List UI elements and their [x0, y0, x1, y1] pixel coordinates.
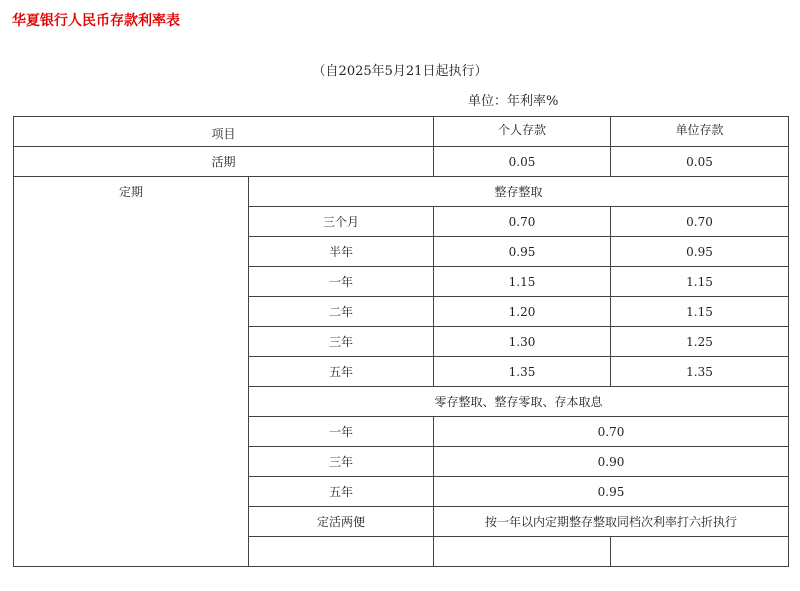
unit-label: 单位：年利率%	[468, 94, 559, 109]
term-cell: 三年	[249, 447, 434, 477]
lump-sum-header-row	[14, 177, 789, 207]
corporate-rate-cell: 0.95	[611, 237, 789, 267]
lump-sum-label: 整存整取	[249, 177, 789, 207]
corporate-rate-cell: 1.25	[611, 327, 789, 357]
fixed-label: 定期	[14, 177, 249, 567]
effective-date: （自2025年5月21日起执行）	[312, 64, 488, 79]
interest-rate-table	[13, 116, 789, 567]
corporate-rate-cell: 1.15	[611, 297, 789, 327]
corporate-rate-cell: 0.70	[611, 207, 789, 237]
rate-cell: 0.95	[434, 477, 789, 507]
term-cell: 三个月	[249, 207, 434, 237]
flexible-label: 定活两便	[249, 507, 434, 537]
personal-rate-cell: 0.70	[434, 207, 611, 237]
personal-rate-cell: 1.30	[434, 327, 611, 357]
personal-rate-cell: 1.15	[434, 267, 611, 297]
term-cell: 一年	[249, 267, 434, 297]
corporate-rate-cell: 1.15	[611, 267, 789, 297]
rate-cell: 0.90	[434, 447, 789, 477]
term-cell: 五年	[249, 477, 434, 507]
demand-corporate-rate: 0.05	[611, 147, 789, 177]
term-cell: 半年	[249, 237, 434, 267]
rate-cell: 0.70	[434, 417, 789, 447]
term-cell	[249, 537, 434, 567]
installment-label: 零存整取、整存零取、存本取息	[249, 387, 789, 417]
header-row	[14, 117, 789, 147]
personal-rate-cell: 0.95	[434, 237, 611, 267]
term-cell: 一年	[249, 417, 434, 447]
personal-rate-cell	[434, 537, 611, 567]
demand-row	[14, 147, 789, 177]
header-item: 项目	[14, 117, 434, 147]
corporate-rate-cell	[611, 537, 789, 567]
page-title: 华夏银行人民币存款利率表	[12, 13, 180, 29]
term-cell: 五年	[249, 357, 434, 387]
corporate-rate-cell: 1.35	[611, 357, 789, 387]
flexible-rate: 按一年以内定期整存整取同档次利率打六折执行	[434, 507, 789, 537]
term-cell: 三年	[249, 327, 434, 357]
personal-rate-cell: 1.20	[434, 297, 611, 327]
personal-rate-cell: 1.35	[434, 357, 611, 387]
header-corporate: 单位存款	[611, 117, 789, 147]
term-cell: 二年	[249, 297, 434, 327]
header-personal: 个人存款	[434, 117, 611, 147]
demand-label: 活期	[14, 147, 434, 177]
demand-personal-rate: 0.05	[434, 147, 611, 177]
